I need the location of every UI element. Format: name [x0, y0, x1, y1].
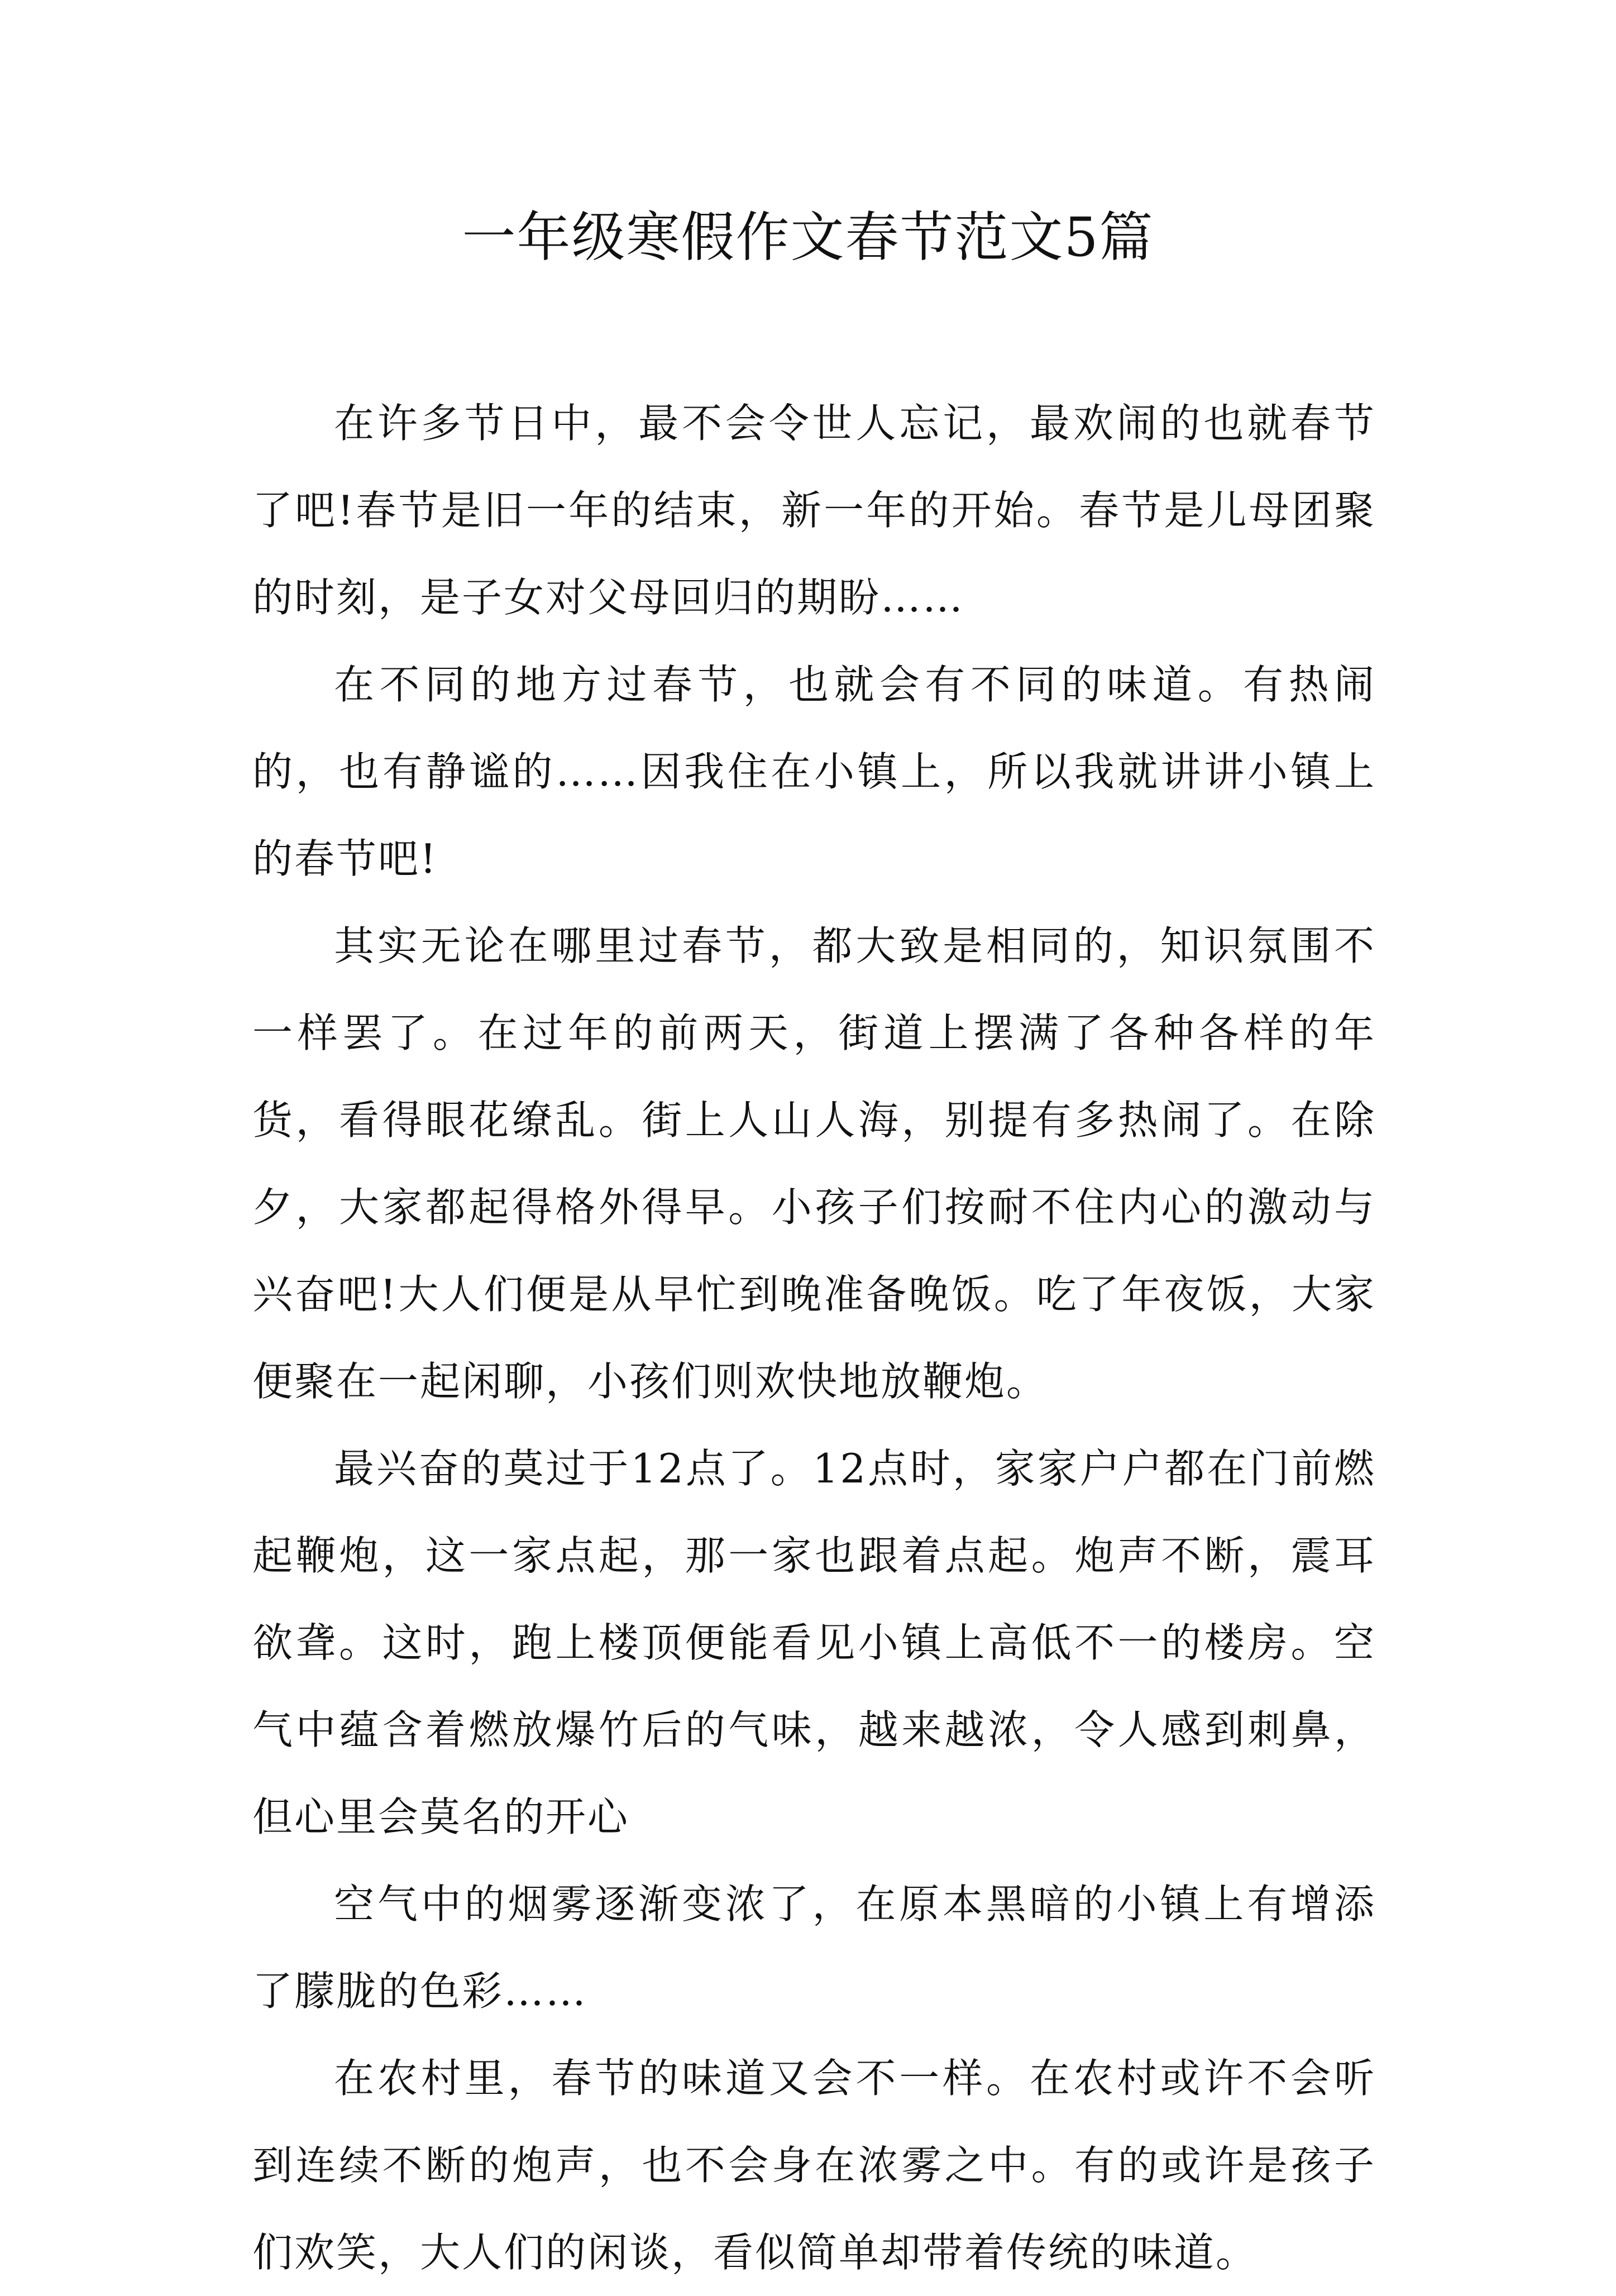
- document-body: [252, 380, 1376, 2296]
- paragraph-2: 在不同的地方过春节，也就会有不同的味道。有热闹的，也有静谧的……因我住在小镇上，所以我就讲讲小镇上的春节吧!: [252, 661, 1376, 882]
- paragraph-6: 在农村里，春节的味道又会不一样。在农村或许不会听到连续不断的炮声，也不会身在浓雾之中。有的或许是孩子们欢笑，大人们的闲谈，看似简单却带着传统的味道。: [252, 2055, 1376, 2276]
- document-title: 一年级寒假作文春节范文5篇: [462, 206, 1154, 269]
- paragraph-4: 最兴奋的莫过于12点了。12点时，家家户户都在门前燃起鞭炮，这一家点起，那一家也跟着点起。炮声不断，震耳欲聋。这时，跑上楼顶便能看见小镇上高低不一的楼房。空气中蕴含着燃放爆竹后的气味，越来越浓，令人感到刺鼻，但心里会莫名的开心: [252, 1445, 1376, 1840]
- paragraph-3: 其实无论在哪里过春节，都大致是相同的，知识氛围不一样罢了。在过年的前两天，街道上摆满了各种各样的年货，看得眼花缭乱。街上人山人海，别提有多热闹了。在除夕，大家都起得格外得早。小孩子们按耐不住内心的激动与兴奋吧!大人们便是从早忙到晚准备晚饭。吃了年夜饭，大家便聚在一起闲聊，小孩们则欢快地放鞭炮。: [252, 922, 1376, 1405]
- paragraph-5: 空气中的烟雾逐渐变浓了，在原本黑暗的小镇上有增添了朦胧的色彩……: [252, 1881, 1376, 2015]
- paragraph-1: 在许多节日中，最不会令世人忘记，最欢闹的也就春节了吧!春节是旧一年的结束，新一年的开始。春节是儿母团聚的时刻，是子女对父母回归的期盼……: [252, 400, 1376, 621]
